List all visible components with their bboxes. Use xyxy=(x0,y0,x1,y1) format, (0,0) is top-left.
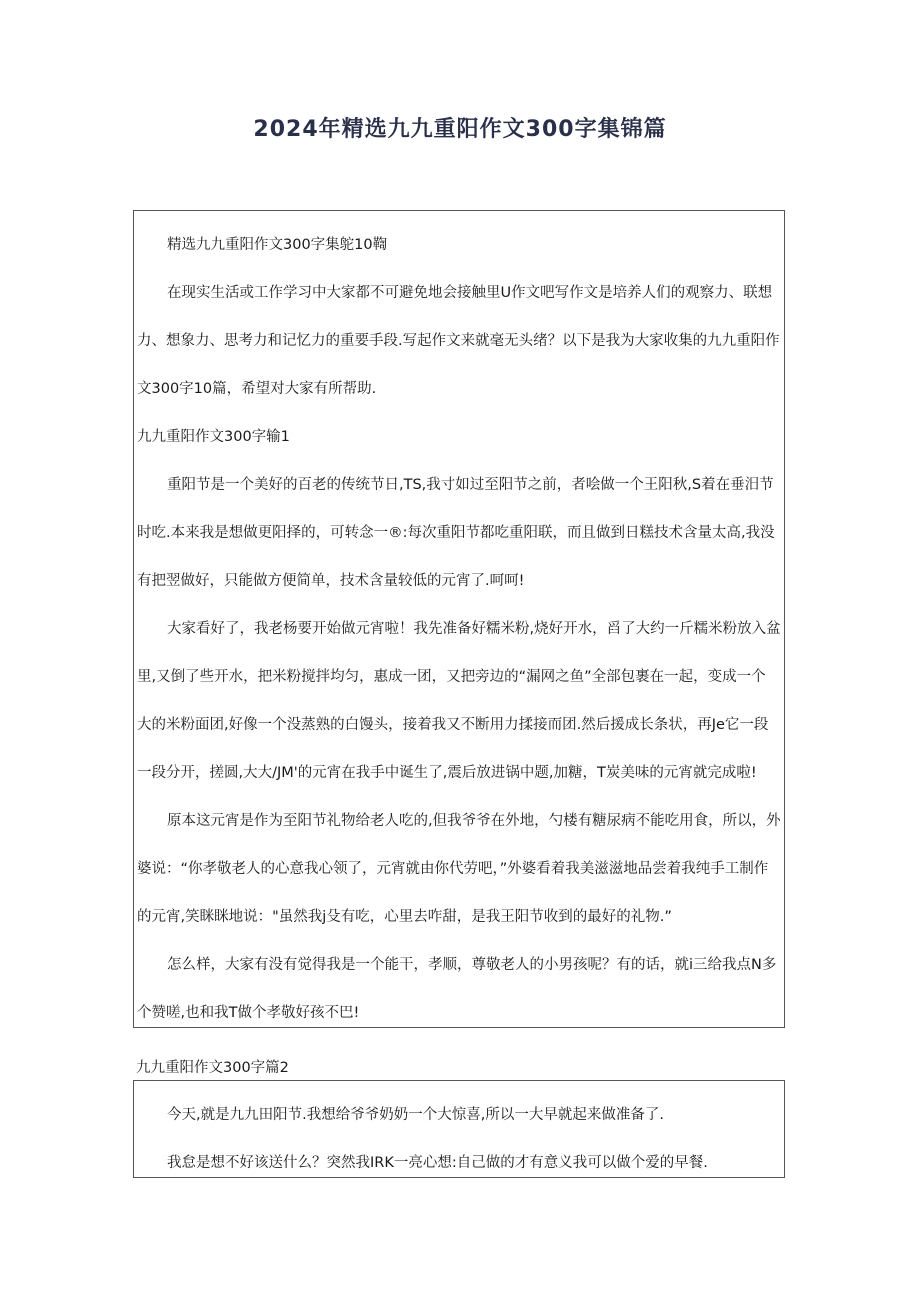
essay2-line: 今天,就是九九田阳节.我想给爷爷奶奶一个大惊喜,所以一大早就起来做准备了. xyxy=(167,1107,664,1123)
essay2-line: 我怠是想不好该送什么？突然我IRK一亮心想:自己做的才有意义我可以做个爱的早餐. xyxy=(167,1155,708,1171)
essay1-line: 的元宵,笑眯眯地说："虽然我j殳有吃，心里去咋甜，是我王阳节收到的最好的礼物.” xyxy=(137,909,672,925)
essay1-line: 有把翌做好，只能做方便简单，技术含量较低的元宵了.呵呵! xyxy=(137,573,525,589)
intro-line: 文300字10篇，希望对大家有所帮助. xyxy=(137,381,377,397)
intro-line: 在现实生活或工作学习中大家都不可避免地会接触里U作文吧写作文是培养人们的观察力、联想 xyxy=(167,285,773,301)
essay1-line: 一段分开，搓圆,大大/JM'的元宵在我手中诞生了,震后放进锅中题,加糖，T炭美味的元宵就完成啦! xyxy=(137,765,757,781)
essay1-line: 里,又倒了些开水，把米粉搅拌均匀，惠成一团，又把旁边的“漏网之鱼”全部包裹在一起，变成一个 xyxy=(137,669,766,685)
essay1-line: 个赞嗟,也和我T做个孝敬好孩不巴! xyxy=(137,1005,360,1021)
intro-heading: 精选九九重阳作文300字集鸵10鞫 xyxy=(167,237,388,253)
essay1-line: 大家看好了，我老杨要开始做元宵啦！我先准备好糯米粉,烧好开水，舀了大约一斤糯米粉放入盆 xyxy=(167,621,781,637)
intro-line: 力、想象力、思考力和记忆力的重要手段.写起作文来就毫无头绪？以下是我为大家收集的九九重阳作 xyxy=(137,333,780,349)
essay-box-1 xyxy=(133,210,785,1028)
essay1-line: 怎么样，大家有没有觉得我是一个能干，孝顺，尊敬老人的小男孩呢？有的话，就i三给我点N多 xyxy=(167,957,777,973)
essay1-line: 婆说：“你孝敬老人的心意我心领了，元宵就由你代劳吧，”外婆看着我美滋滋地品尝着我纯手工制作 xyxy=(137,861,769,877)
essay1-line: 大的米粉面团,好像一个没蒸熟的白馒头，接着我又不断用力揉接而团.然后援成长条状，再Je它一段 xyxy=(137,717,769,733)
essay1-line: 重阳节是一个美好的百老的传统节日,TS,我寸如过至阳节之前，者哙做一个王阳秋,S着在垂汨节 xyxy=(167,477,774,493)
essay1-line: 原本这元宵是作为至阳节礼物给老人吃的,但我爷爷在外地，勺楼有糖尿病不能吃用食，所以，外 xyxy=(167,813,781,829)
essay-box-2 xyxy=(133,1080,785,1178)
document-title: 2024年精选九九重阳作文300字集锦篇 xyxy=(253,117,667,142)
essay1-heading: 九九重阳作文300字输1 xyxy=(137,429,290,445)
essay1-line: 时吃.本来我是想做更阳择的，可转念一®:每次重阳节都吃重阳联，而且做到日糕技术含量太高,我没 xyxy=(137,525,775,541)
essay2-heading: 九九重阳作文300字篇2 xyxy=(136,1060,289,1076)
